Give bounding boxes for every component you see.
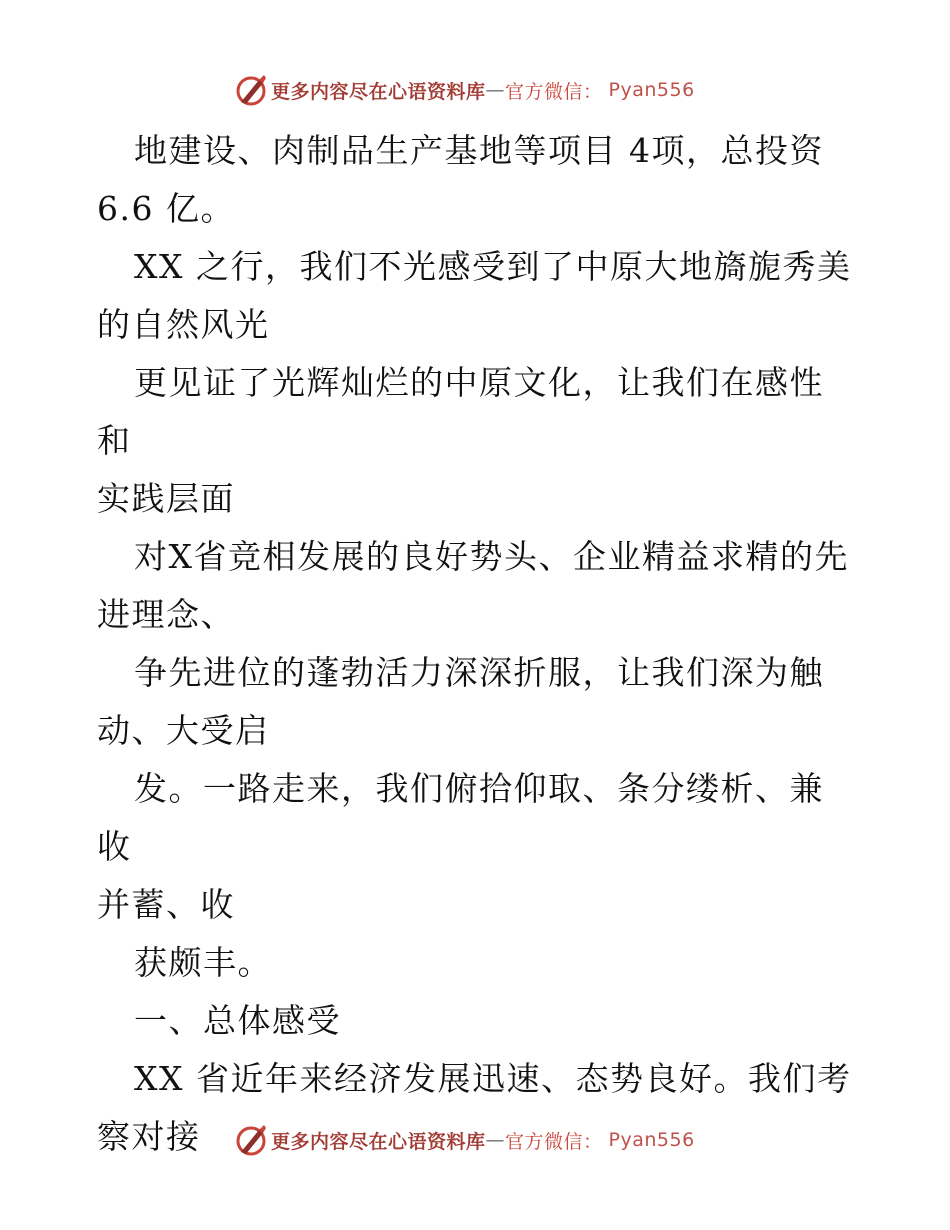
- banner-brand-text: 更多内容尽在心语资料库: [271, 80, 486, 103]
- text-line-6: 实践层面: [97, 479, 235, 518]
- text-line-15: XX 省近年来经济发展迅速、态势良好。我们考: [134, 1059, 852, 1098]
- text-line-13: 获颇丰。: [134, 943, 272, 982]
- pen-logo-icon: [233, 72, 269, 108]
- section-heading: 一、总体感受: [134, 1001, 341, 1040]
- text-line-1: 地建设、肉制品生产基地等项目 4项，总投资: [134, 131, 824, 170]
- footer-watermark: [233, 1120, 695, 1160]
- pen-logo-icon: [233, 1122, 269, 1158]
- text-line-10: 动、大受启: [97, 711, 270, 750]
- banner-dash: —: [485, 1129, 506, 1151]
- text-line-3: XX 之行，我们不光感受到了中原大地旖旎秀美: [134, 247, 852, 286]
- banner-wechat-label: 官方微信：: [505, 1130, 603, 1153]
- banner-wechat-id: Pyan556: [608, 79, 695, 101]
- banner-wechat-label: 官方微信：: [505, 80, 603, 103]
- text-line-5: 更见证了光辉灿烂的中原文化，让我们在感性和: [97, 363, 824, 460]
- banner-wechat-id: Pyan556: [608, 1129, 695, 1151]
- text-line-16: 察对接: [97, 1117, 201, 1156]
- text-line-7: 对X省竞相发展的良好势头、企业精益求精的先: [134, 537, 849, 576]
- text-line-8: 进理念、: [97, 595, 235, 634]
- text-line-12: 并蓄、收: [97, 885, 235, 924]
- banner-dash: —: [485, 79, 506, 101]
- banner-brand-text: 更多内容尽在心语资料库: [271, 1130, 486, 1153]
- header-watermark: [233, 70, 695, 110]
- text-line-2: 6.6 亿。: [97, 189, 235, 228]
- document-body: [97, 122, 857, 1166]
- text-line-4: 的自然风光: [97, 305, 270, 344]
- text-line-9: 争先进位的蓬勃活力深深折服，让我们深为触: [134, 653, 824, 692]
- text-line-11: 发。一路走来，我们俯拾仰取、条分缕析、兼收: [97, 769, 824, 866]
